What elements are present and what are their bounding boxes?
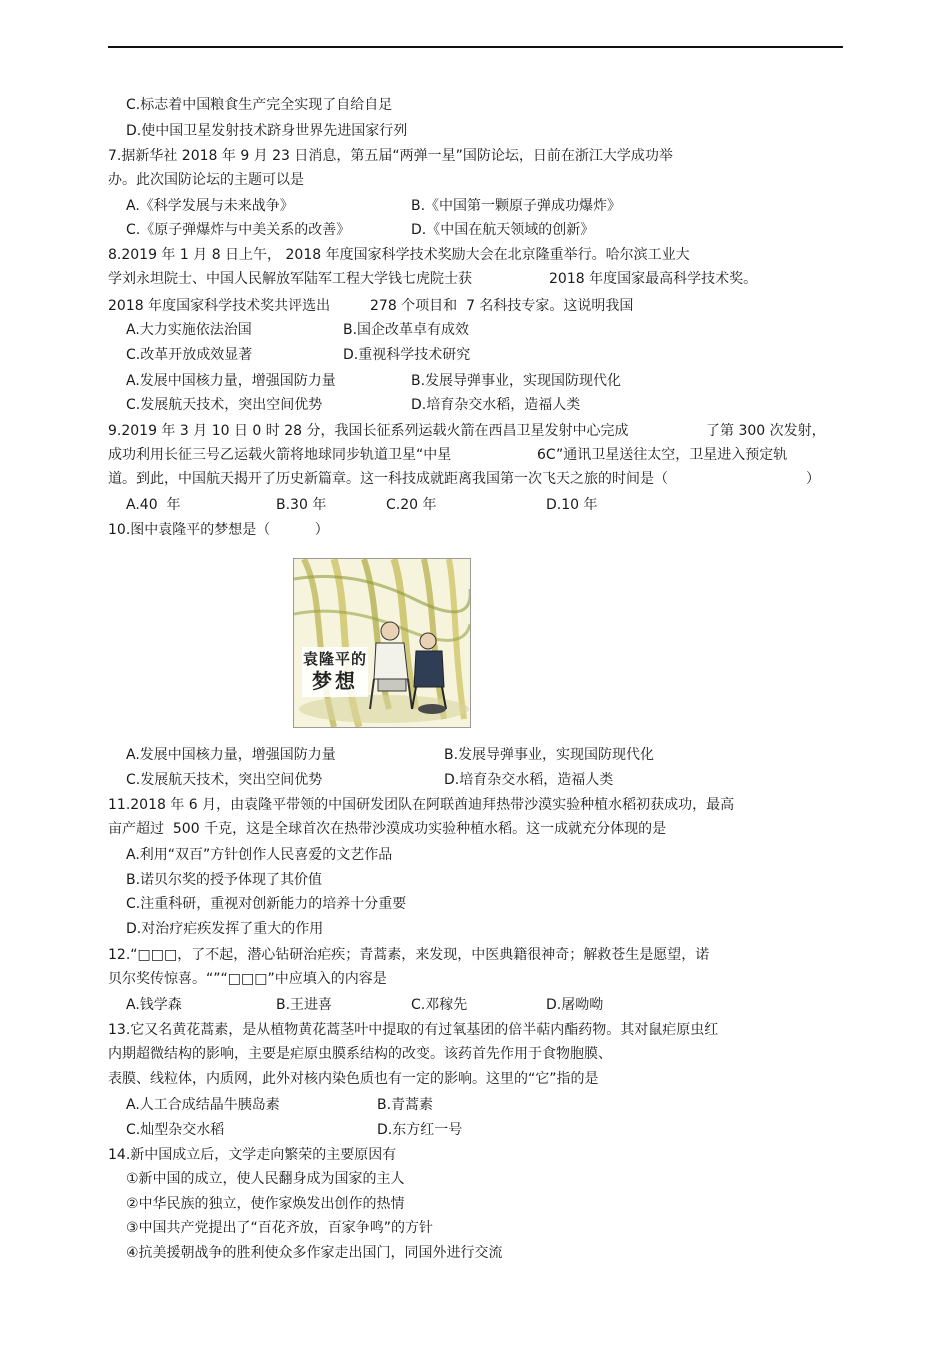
q9-stem-line2b: 6C”通讯卫星送往太空，卫星进入预定轨 — [537, 447, 788, 463]
q13-option-b: B.青蒿素 — [377, 1097, 434, 1113]
q9-stem-line3b: ） — [806, 471, 820, 487]
q7-stem-line1: 7.据新华社 2018 年 9 月 23 日消息，第五届“两弹一星”国防论坛，日前在浙江大学成功举 — [108, 148, 673, 164]
q13-option-c: C.灿型杂交水稻 — [126, 1122, 225, 1138]
q13-stem-line1: 13.它又名黄花蒿素，是从植物黄花蒿茎叶中提取的有过氧基团的倍半萜内酯药物。其对鼠疟原虫红 — [108, 1022, 719, 1038]
yuan-longping-dream-illustration — [293, 558, 471, 728]
header-rule — [108, 46, 843, 48]
q11-option-d: D.对治疗疟疾发挥了重大的作用 — [126, 921, 324, 937]
q8-option-b: B.国企改革卓有成效 — [343, 322, 470, 338]
q9-stem-line1a: 9.2019 年 3 月 10 日 0 时 28 分，我国长征系列运载火箭在西昌卫星发射中心完成 — [108, 423, 629, 439]
q8-extra-option-b: B.发展导弹事业，实现国防现代化 — [411, 373, 622, 389]
q8-extra-option-d: D.培育杂交水稻，造福人类 — [411, 397, 581, 413]
q8-extra-option-a: A.发展中国核力量，增强国防力量 — [126, 373, 336, 389]
q12-stem-line1: 12.“□□□，了不起，潜心钻研治疟疾；青蒿素，来发现，中医典籍很神奇；解救苍生是愿望，诺 — [108, 947, 710, 963]
q14-item-2: ②中华民族的独立，使作家焕发出创作的热情 — [126, 1196, 405, 1212]
q9-option-d: D.10 年 — [546, 497, 598, 513]
q10-stem: 10.图中袁隆平的梦想是（ ） — [108, 522, 329, 538]
q8-stem-line2a: 学刘永坦院士、中国人民解放军陆军工程大学钱七虎院士获 — [108, 271, 472, 287]
q6-option-d: D.使中国卫星发射技术跻身世界先进国家行列 — [126, 123, 408, 139]
q7-stem-line2: 办。此次国防论坛的主题可以是 — [108, 172, 304, 188]
q11-option-b: B.诺贝尔奖的授予体现了其价值 — [126, 872, 323, 888]
q8-extra-option-c: C.发展航天技术，突出空间优势 — [126, 397, 323, 413]
q7-option-d: D.《中国在航天领域的创新》 — [411, 222, 595, 238]
q11-stem-line1: 11.2018 年 6 月，由袁隆平带领的中国研发团队在阿联酋迪拜热带沙漠实验种植水稻初获成功，最高 — [108, 797, 735, 813]
q8-stem-line3a: 2018 年度国家科学技术奖共评选出 — [108, 298, 331, 314]
q10-option-c: C.发展航天技术，突出空间优势 — [126, 772, 323, 788]
q14-item-4: ④抗美援朝战争的胜利使众多作家走出国门，同国外进行交流 — [126, 1245, 503, 1261]
q14-item-3: ③中国共产党提出了“百花齐放，百家争鸣”的方针 — [126, 1220, 434, 1236]
rice-field-illustration — [294, 559, 470, 727]
q9-option-a: A.40 年 — [126, 497, 181, 513]
illustration-caption — [302, 647, 368, 697]
q9-stem-line2a: 成功利用长征三号乙运载火箭将地球同步轨道卫星“中星 — [108, 447, 452, 463]
illustration-caption-line1: 袁隆平的 — [302, 650, 367, 668]
q9-option-c: C.20 年 — [386, 497, 437, 513]
q7-option-c: C.《原子弹爆炸与中美关系的改善》 — [126, 222, 351, 238]
q11-stem-line2: 亩产超过 500 千克，这是全球首次在热带沙漠成功实验种植水稻。这一成就充分体现的是 — [108, 821, 667, 837]
q14-stem: 14.新中国成立后，文学走向繁荣的主要原因有 — [108, 1147, 397, 1163]
q7-option-b: B.《中国第一颗原子弹成功爆炸》 — [411, 198, 622, 214]
q14-item-1: ①新中国的成立，使人民翻身成为国家的主人 — [126, 1171, 405, 1187]
q12-stem-line2: 贝尔奖传惊喜。“”“□□□”中应填入的内容是 — [108, 971, 387, 987]
q9-option-b: B.30 年 — [276, 497, 327, 513]
q9-stem-line1b: 了第 300 次发射， — [706, 423, 826, 439]
illustration-caption-line2: 梦想 — [312, 669, 358, 693]
q8-stem-line1: 8.2019 年 1 月 8 日上午， 2018 年度国家科学技术奖励大会在北京隆重举行。哈尔滨工业大 — [108, 247, 690, 263]
q10-option-b: B.发展导弹事业，实现国防现代化 — [444, 747, 655, 763]
q13-option-d: D.东方红一号 — [377, 1122, 463, 1138]
q11-option-c: C.注重科研，重视对创新能力的培养十分重要 — [126, 896, 407, 912]
q13-option-a: A.人工合成结晶牛胰岛素 — [126, 1097, 280, 1113]
q8-option-a: A.大力实施依法治国 — [126, 322, 252, 338]
q8-stem-line2b: 2018 年度国家最高科学技术奖。 — [549, 271, 758, 287]
q7-option-a: A.《科学发展与未来战争》 — [126, 198, 294, 214]
q12-option-c: C.邓稼先 — [411, 997, 468, 1013]
q9-stem-line3a: 道。到此，中国航天揭开了历史新篇章。这一科技成就距离我国第一次飞天之旅的时间是（ — [108, 471, 668, 487]
q10-option-d: D.培育杂交水稻，造福人类 — [444, 772, 614, 788]
q10-option-a: A.发展中国核力量，增强国防力量 — [126, 747, 336, 763]
q13-stem-line2: 内期超微结构的影响，主要是疟原虫膜系结构的改变。该药首先作用于食物胞膜、 — [108, 1046, 612, 1062]
q12-option-a: A.钱学森 — [126, 997, 182, 1013]
q8-option-c: C.改革开放成效显著 — [126, 347, 253, 363]
q12-option-d: D.屠呦呦 — [546, 997, 604, 1013]
q11-option-a: A.利用“双百”方针创作人民喜爱的文艺作品 — [126, 847, 393, 863]
q12-option-b: B.王进喜 — [276, 997, 333, 1013]
q8-stem-line3b: 278 个项目和 7 名科技专家。这说明我国 — [370, 298, 634, 314]
q13-stem-line3: 表膜、线粒体，内质网，此外对核内染色质也有一定的影响。这里的“它”指的是 — [108, 1071, 599, 1087]
q8-option-d: D.重视科学技术研究 — [343, 347, 471, 363]
q6-option-c: C.标志着中国粮食生产完全实现了自给自足 — [126, 97, 393, 113]
